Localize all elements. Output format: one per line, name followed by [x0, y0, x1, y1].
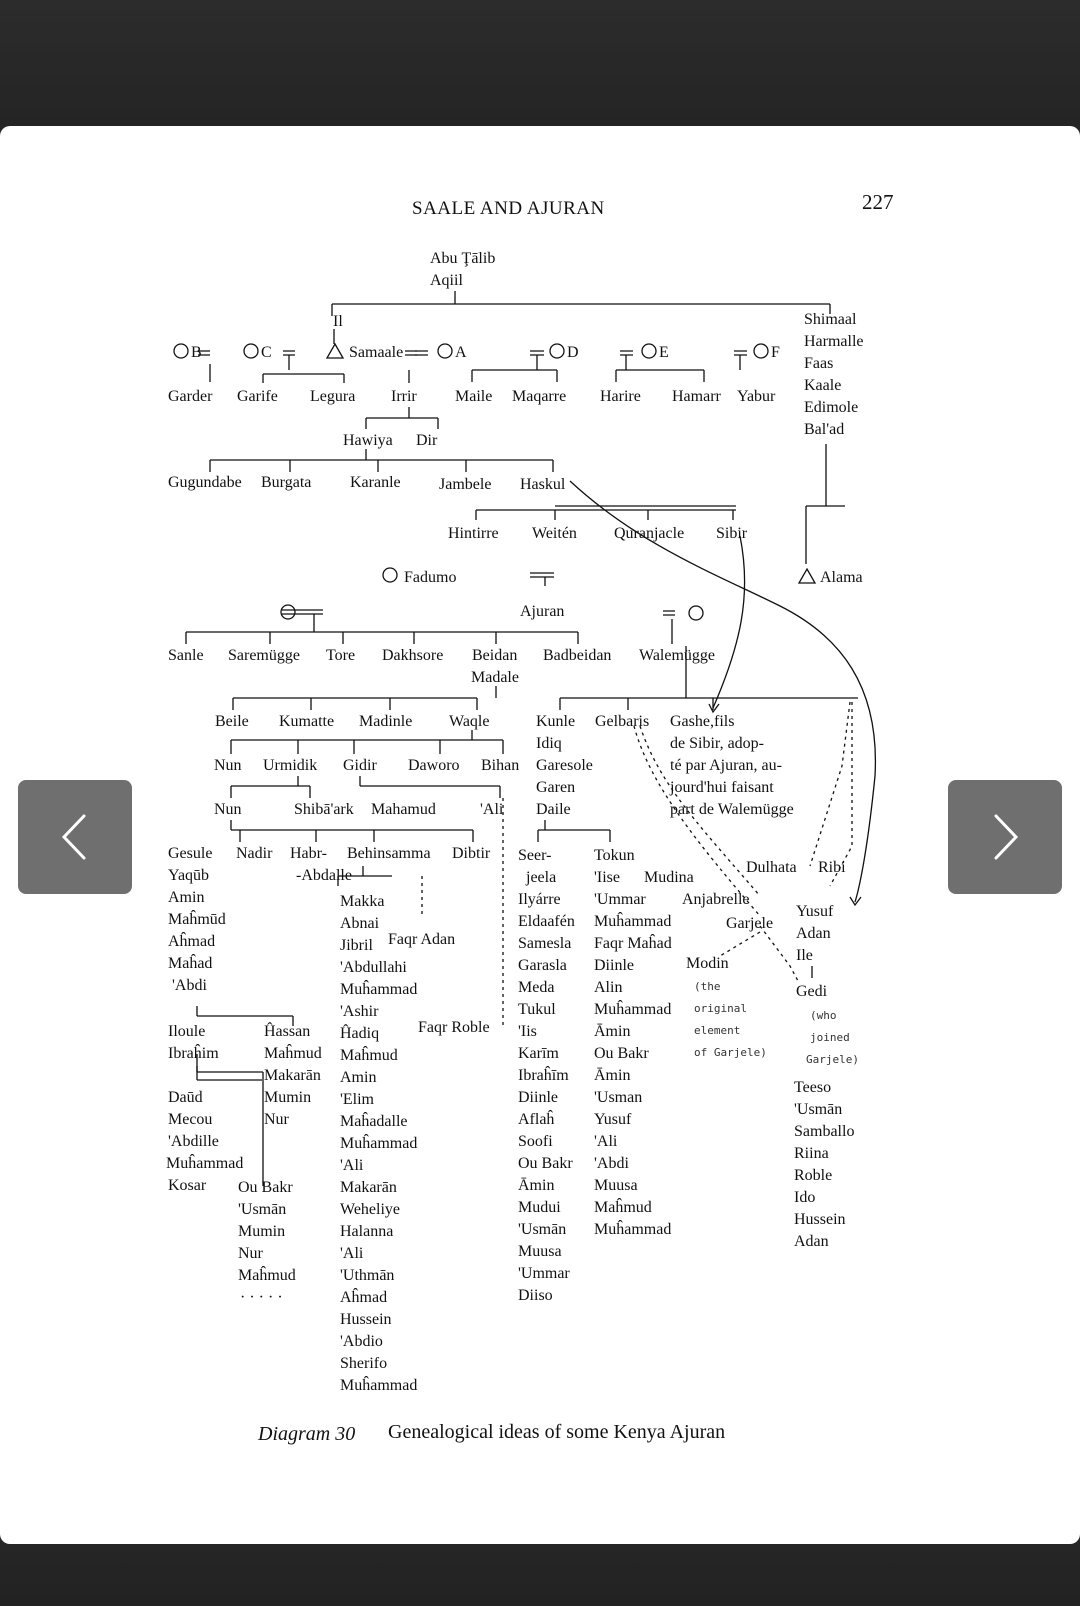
caption-label: Diagram 30 [258, 1423, 356, 1445]
svg-text:de Sibir, adop-: de Sibir, adop- [670, 735, 765, 752]
name-harire: Harire [600, 388, 641, 405]
name-aqiil: Aqiil [430, 272, 463, 289]
svg-text:Maĥmūd: Maĥmūd [168, 911, 226, 928]
svg-text:Aflaĥ: Aflaĥ [518, 1111, 555, 1128]
oubakr-column [238, 1179, 296, 1306]
name-ribi: Ribi [818, 859, 846, 876]
svg-text:Muĥammad: Muĥammad [340, 1135, 418, 1152]
name-urmidik: Urmidik [263, 757, 318, 774]
name-nun-2: Nun [214, 801, 242, 818]
name-beile: Beile [215, 713, 249, 730]
name-waqle: Waqle [449, 713, 490, 730]
name-daworo: Daworo [408, 757, 460, 774]
name-faqr-adan: Faqr Adan [388, 931, 456, 948]
svg-text:Muĥammad: Muĥammad [594, 1221, 672, 1238]
svg-text:Meda: Meda [518, 979, 555, 996]
svg-text:Seer-: Seer- [518, 847, 552, 864]
previous-page-button[interactable] [18, 780, 132, 894]
name-gidir: Gidir [343, 757, 377, 774]
svg-text:Garasla: Garasla [518, 957, 567, 974]
name-legura: Legura [310, 388, 356, 405]
svg-text:Teeso: Teeso [794, 1079, 832, 1096]
svg-text:Daile: Daile [536, 801, 571, 818]
svg-text:Maĥmud: Maĥmud [238, 1267, 296, 1284]
name-modin: Modin [686, 955, 729, 972]
marriage-mark [415, 351, 428, 355]
makka-column [340, 893, 417, 1394]
name-nadir: Nadir [236, 845, 273, 862]
name-tore: Tore [326, 647, 356, 664]
name-b: B [191, 344, 202, 361]
name-ibrahim: Ibraĥim [168, 1045, 219, 1062]
svg-text:Ou Bakr: Ou Bakr [594, 1045, 649, 1062]
name-habr: Habr- [290, 845, 327, 862]
svg-text:Hussein: Hussein [794, 1211, 846, 1228]
svg-text:Yaqūb: Yaqūb [168, 867, 210, 884]
svg-text:Eldaafén: Eldaafén [518, 913, 575, 930]
svg-text:'Abdi: 'Abdi [594, 1155, 629, 1172]
svg-text:original: original [694, 1002, 747, 1015]
caption-text: Genealogical ideas of some Kenya Ajuran [388, 1421, 726, 1443]
name-irrir: Irrir [391, 388, 417, 405]
svg-text:(the: (the [694, 980, 721, 993]
svg-text:'Abdille: 'Abdille [168, 1133, 219, 1150]
svg-text:'Abdullahi: 'Abdullahi [340, 959, 407, 976]
name-abdalle: -Abdalle [296, 867, 352, 884]
svg-text:Mumin: Mumin [238, 1223, 286, 1240]
svg-text:part de Walemügge: part de Walemügge [670, 801, 794, 818]
name-dakhsore: Dakhsore [382, 647, 444, 664]
name-hamarr: Hamarr [672, 388, 721, 405]
svg-text:Muusa: Muusa [518, 1243, 562, 1260]
gesule-column [168, 845, 226, 994]
name-maqarre: Maqarre [512, 388, 567, 405]
svg-text:Adan: Adan [794, 1233, 829, 1250]
name-weiten: Weitén [532, 525, 577, 542]
svg-text:Makka: Makka [340, 893, 385, 910]
svg-text:Āmin: Āmin [594, 1067, 631, 1084]
page-number: 227 [862, 190, 894, 214]
svg-text:'Usmān: 'Usmān [238, 1201, 287, 1218]
name-haskul: Haskul [520, 476, 566, 493]
svg-text:Riina: Riina [794, 1145, 829, 1162]
svg-text:'Ummar: 'Ummar [594, 891, 646, 908]
svg-text:'Usman: 'Usman [594, 1089, 643, 1106]
svg-text:Alin: Alin [594, 979, 623, 996]
svg-text:'Usmān: 'Usmān [518, 1221, 567, 1238]
svg-text:Sherifo: Sherifo [340, 1355, 388, 1372]
daud-column [166, 1089, 243, 1194]
name-quranjacle: Quranjacle [614, 525, 685, 542]
name-nun: Nun [214, 757, 242, 774]
book-page [0, 126, 1080, 1544]
name-shibark: Shibā'ark [294, 801, 354, 818]
svg-text:'Ali: 'Ali [594, 1133, 618, 1150]
svg-text:Mecou: Mecou [168, 1111, 213, 1128]
svg-text:Āmin: Āmin [594, 1023, 631, 1040]
svg-text:Hussein: Hussein [340, 1311, 392, 1328]
name-garjele: Garjele [726, 915, 774, 932]
svg-text:Weheliye: Weheliye [340, 1201, 401, 1218]
genealogy-diagram [0, 126, 1080, 1544]
svg-text:Muĥammad: Muĥammad [594, 1001, 672, 1018]
svg-text:'Abdi: 'Abdi [172, 977, 207, 994]
svg-text:Muĥammad: Muĥammad [166, 1155, 244, 1172]
tokun-column [594, 847, 672, 1238]
name-faqr-roble: Faqr Roble [418, 1019, 490, 1036]
svg-text:Ile: Ile [796, 947, 813, 964]
svg-text:Harmalle: Harmalle [804, 333, 864, 350]
name-iloule: Iloule [168, 1023, 206, 1040]
name-madale: Madale [471, 669, 519, 686]
name-mudina: Mudina [644, 869, 694, 886]
svg-text:Abnai: Abnai [340, 915, 380, 932]
svg-text:Ilyárre: Ilyárre [518, 891, 561, 908]
name-garife: Garife [237, 388, 278, 405]
shimaal-column [804, 311, 864, 438]
svg-text:element: element [694, 1024, 741, 1037]
name-saremugge: Saremügge [228, 647, 300, 664]
name-gelbaris: Gelbaris [595, 713, 650, 730]
svg-text:Jibril: Jibril [340, 937, 373, 954]
name-fadumo: Fadumo [404, 569, 457, 586]
chevron-right-icon [948, 780, 1062, 894]
svg-text:Aĥmad: Aĥmad [168, 933, 216, 950]
name-gedi: Gedi [796, 983, 828, 1000]
svg-text:Nur: Nur [238, 1245, 263, 1262]
name-alama: Alama [820, 569, 863, 586]
svg-text:Diiso: Diiso [518, 1287, 553, 1304]
name-ali: 'Ali [480, 801, 504, 818]
svg-text:joined: joined [810, 1031, 850, 1044]
svg-text:Kosar: Kosar [168, 1177, 207, 1194]
svg-text:Garen: Garen [536, 779, 576, 796]
modin-note [694, 980, 767, 1059]
svg-text:Maĥmud: Maĥmud [340, 1047, 398, 1064]
svg-text:Muĥammad: Muĥammad [594, 913, 672, 930]
svg-text:té par Ajuran, au-: té par Ajuran, au- [670, 757, 782, 774]
svg-text:Diinle: Diinle [518, 1089, 558, 1106]
svg-text:Ibraĥīm: Ibraĥīm [518, 1067, 569, 1084]
name-f: F [771, 344, 780, 361]
svg-text:'Iis: 'Iis [518, 1023, 537, 1040]
kunle-column [536, 713, 593, 818]
name-dir: Dir [416, 432, 438, 449]
name-e: E [659, 344, 669, 361]
name-behinsamma: Behinsamma [347, 845, 431, 862]
svg-text:Yusuf: Yusuf [594, 1111, 632, 1128]
svg-text:'Ali: 'Ali [340, 1157, 364, 1174]
name-madinle: Madinle [359, 713, 413, 730]
svg-text:'Ummar: 'Ummar [518, 1265, 570, 1282]
name-badbeidan: Badbeidan [543, 647, 612, 664]
svg-text:Diinle: Diinle [594, 957, 634, 974]
svg-text:Ĥadiq: Ĥadiq [340, 1025, 380, 1042]
name-beidan: Beidan [472, 647, 518, 664]
name-walemugge: Walemügge [639, 647, 716, 664]
svg-text:Samesla: Samesla [518, 935, 572, 952]
name-dibtir: Dibtir [452, 845, 491, 862]
svg-text:· · · · ·: · · · · · [240, 1289, 283, 1306]
name-samaale: Samaale [349, 344, 404, 361]
name-yabur: Yabur [737, 388, 776, 405]
svg-text:Muusa: Muusa [594, 1177, 638, 1194]
svg-text:(who: (who [810, 1009, 837, 1022]
running-head: SAALE AND AJURAN [412, 198, 605, 219]
name-hawiya: Hawiya [343, 432, 393, 449]
svg-text:Shimaal: Shimaal [804, 311, 857, 328]
svg-text:Maĥmud: Maĥmud [594, 1199, 652, 1216]
name-maile: Maile [455, 388, 493, 405]
svg-text:Edimole: Edimole [804, 399, 859, 416]
svg-text:Tukul: Tukul [518, 1001, 556, 1018]
name-karanle: Karanle [350, 474, 401, 491]
svg-text:Daūd: Daūd [168, 1089, 203, 1106]
svg-text:Mudui: Mudui [518, 1199, 561, 1216]
svg-text:Halanna: Halanna [340, 1223, 394, 1240]
svg-text:Faas: Faas [804, 355, 834, 372]
gashe-note [669, 713, 794, 818]
svg-text:'Usmān: 'Usmān [794, 1101, 843, 1118]
svg-text:Adan: Adan [796, 925, 831, 942]
name-ajuran: Ajuran [520, 603, 565, 620]
svg-text:Garjele): Garjele) [806, 1053, 859, 1066]
svg-text:Maĥad: Maĥad [168, 955, 213, 972]
svg-text:Āmin: Āmin [518, 1177, 555, 1194]
svg-text:'Uthmān: 'Uthmān [340, 1267, 395, 1284]
svg-text:Aĥmad: Aĥmad [340, 1289, 388, 1306]
name-gugundabe: Gugundabe [168, 474, 242, 491]
name-bihan: Bihan [481, 757, 520, 774]
svg-text:Makarān: Makarān [264, 1067, 321, 1084]
name-mahamud: Mahamud [371, 801, 436, 818]
name-c: C [261, 344, 272, 361]
name-d: D [567, 344, 579, 361]
svg-text:Gesule: Gesule [168, 845, 213, 862]
svg-text:Mumin: Mumin [264, 1089, 312, 1106]
next-page-button[interactable] [948, 780, 1062, 894]
yusuf-column [796, 903, 834, 964]
svg-text:Bal'ad: Bal'ad [804, 421, 845, 438]
svg-text:Idiq: Idiq [536, 735, 562, 752]
svg-text:'Elim: 'Elim [340, 1091, 374, 1108]
name-dulhata: Dulhata [746, 859, 797, 876]
name-anjabrelle: Anjabrelle [682, 891, 750, 908]
svg-text:of Garjele): of Garjele) [694, 1046, 767, 1059]
name-abu-talib: Abu Ţālib [430, 250, 496, 267]
name-a: A [455, 344, 467, 361]
svg-text:Faqr Maĥad: Faqr Maĥad [594, 935, 672, 952]
seer-column [518, 847, 575, 1304]
svg-text:Samballo: Samballo [794, 1123, 855, 1140]
svg-text:Ido: Ido [794, 1189, 816, 1206]
chevron-left-icon [18, 780, 132, 894]
name-hintirre: Hintirre [448, 525, 499, 542]
svg-text:Muĥammad: Muĥammad [340, 981, 418, 998]
name-il: Il [333, 313, 343, 330]
svg-text:Kunle: Kunle [536, 713, 576, 730]
svg-text:'Ali: 'Ali [340, 1245, 364, 1262]
svg-text:Nur: Nur [264, 1111, 289, 1128]
svg-text:Kaale: Kaale [804, 377, 842, 394]
svg-text:Ĥassan: Ĥassan [264, 1023, 311, 1040]
svg-text:Tokun: Tokun [594, 847, 635, 864]
svg-text:Roble: Roble [794, 1167, 833, 1184]
name-sibir: Sibir [716, 525, 748, 542]
gedi-note [806, 1009, 859, 1066]
svg-text:Ou Bakr: Ou Bakr [238, 1179, 293, 1196]
svg-text:Yusuf: Yusuf [796, 903, 834, 920]
sibir-curve [570, 481, 875, 905]
svg-text:Ou Bakr: Ou Bakr [518, 1155, 573, 1172]
svg-text:jeela: jeela [526, 869, 557, 886]
name-kumatte: Kumatte [279, 713, 335, 730]
svg-text:Muĥammad: Muĥammad [340, 1377, 418, 1394]
name-sanle: Sanle [168, 647, 204, 664]
svg-text:Garesole: Garesole [536, 757, 593, 774]
name-garder: Garder [168, 388, 213, 405]
svg-text:Maĥmud: Maĥmud [264, 1045, 322, 1062]
svg-text:'Ashir: 'Ashir [340, 1003, 379, 1020]
svg-text:'Iise: 'Iise [594, 869, 620, 886]
svg-text:Karīm: Karīm [518, 1045, 559, 1062]
name-burgata: Burgata [261, 474, 312, 491]
hassan-column [264, 1021, 322, 1128]
svg-text:jourd'hui faisant: jourd'hui faisant [670, 779, 774, 796]
connector-line [197, 1066, 262, 1080]
svg-text:Gashe,fils: Gashe,fils [670, 713, 735, 730]
svg-text:Maĥadalle: Maĥadalle [340, 1113, 408, 1130]
svg-text:'Abdio: 'Abdio [340, 1333, 383, 1350]
teeso-column [794, 1079, 854, 1250]
svg-text:Amin: Amin [168, 889, 205, 906]
svg-text:Makarān: Makarān [340, 1179, 397, 1196]
svg-text:Soofi: Soofi [518, 1133, 553, 1150]
svg-text:Amin: Amin [340, 1069, 377, 1086]
name-jambele: Jambele [439, 476, 492, 493]
